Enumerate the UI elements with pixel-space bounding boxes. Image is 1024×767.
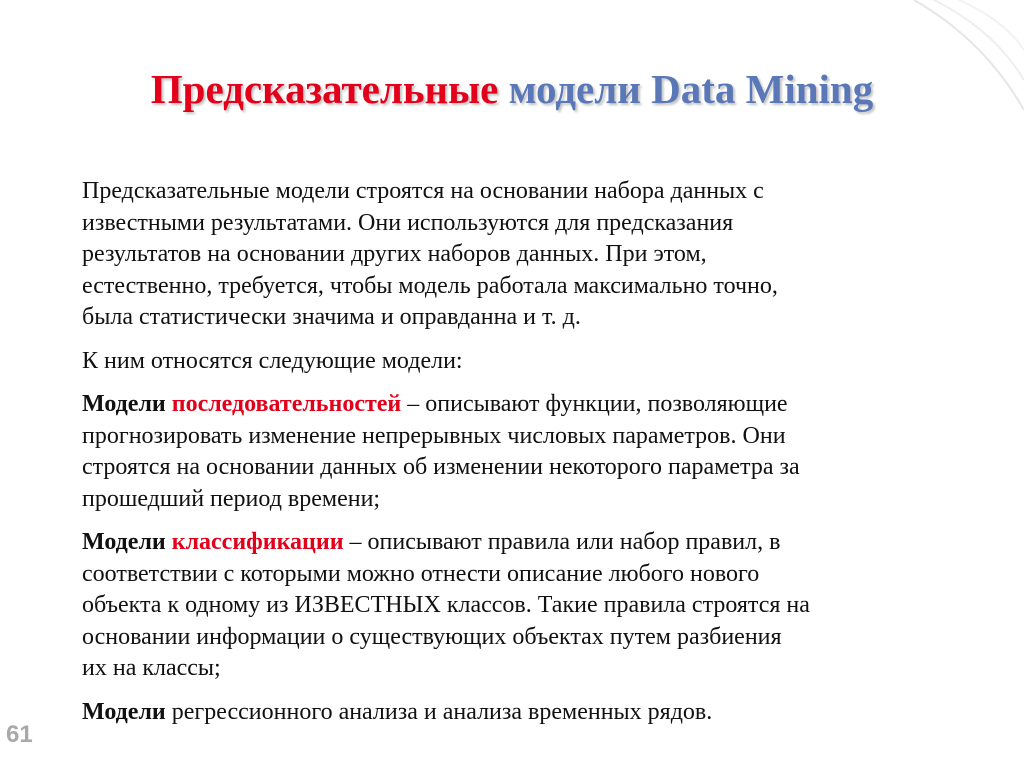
- model-first-line: [82, 527, 1002, 559]
- model-line: объекта к одному из ИЗВЕСТНЫХ классов. Такие правила строятся на: [82, 592, 810, 618]
- model-line: соответствии с которыми можно отнести описание любого нового: [82, 560, 760, 587]
- title-red-part: Предсказательные: [150, 66, 499, 112]
- model-first-line-rest: – описывают функции, позволяющие: [401, 391, 788, 417]
- slide-content: [82, 176, 1002, 740]
- intro-line: Предсказательные модели строятся на основании набора данных с: [82, 178, 764, 204]
- model-line: прошедший период времени;: [82, 485, 381, 512]
- intro-paragraph: [82, 176, 1002, 334]
- model-prefix: Модели: [82, 529, 166, 555]
- list-intro-text: К ним относятся следующие модели:: [82, 347, 463, 374]
- model-line: их на классы;: [82, 655, 221, 681]
- slide-title: [0, 64, 1024, 114]
- list-intro: [82, 346, 1002, 378]
- model-line: основании информации о существующих объектах путем разбиения: [82, 623, 782, 650]
- model-sequences: [82, 389, 1002, 515]
- slide-number: 61: [6, 721, 33, 748]
- intro-line: результатов на основании других наборов данных. При этом,: [82, 241, 707, 267]
- model-prefix: Модели: [82, 391, 166, 417]
- model-first-line-rest: – описывают правила или набор правил, в: [343, 529, 781, 555]
- model-term: классификации: [171, 529, 344, 555]
- model-regression: [82, 697, 1002, 729]
- model-prefix: Модели: [82, 698, 166, 725]
- model-line: строятся на основании данных об изменении некоторого параметра за: [82, 454, 800, 480]
- model-line: прогнозировать изменение непрерывных числовых параметров. Они: [82, 422, 786, 449]
- model-first-line: [82, 697, 1002, 729]
- model-rest: регрессионного анализа и анализа временных рядов.: [165, 698, 713, 725]
- intro-line: естественно, требуется, чтобы модель работала максимально точно,: [82, 272, 778, 299]
- intro-line: была статистически значима и оправданна и т. д.: [82, 304, 581, 330]
- intro-line: известными результатами. Они используются для предсказания: [82, 209, 734, 236]
- title-blue-part: модели Data Mining: [508, 66, 874, 112]
- model-classification: [82, 527, 1002, 685]
- model-first-line: [82, 389, 1002, 421]
- model-term: последовательностей: [171, 391, 402, 417]
